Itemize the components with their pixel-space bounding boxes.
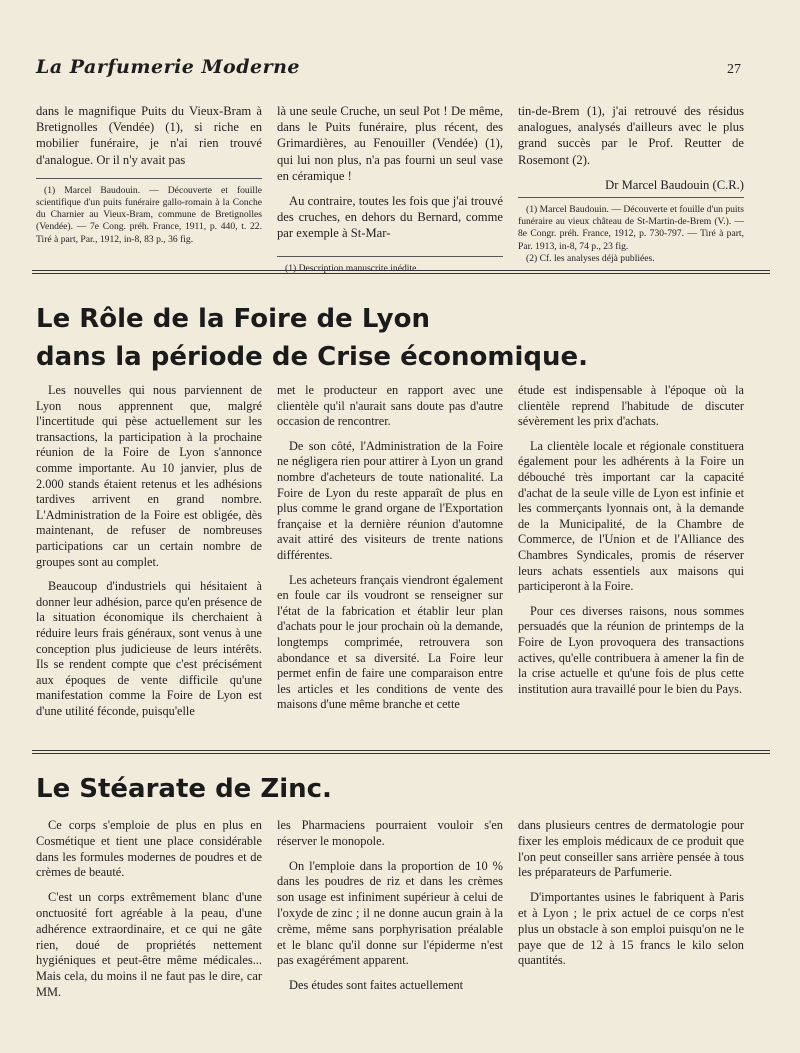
- article-1-col3-para-2: La clientèle locale et régionale constituera également pour les adhérents à la Foire un débouché très important car la capacité d'achat de la seule ville de Lyon est infinie et les commerçants lyonnais ont, à la demande de la Municipalité, de la Chambre de Commerce, de l'Union et de l'Alliance des Chambres Syndicales, promis de réserver leurs achats essentiels aux maisons qui participeront à la Foire.: [518, 438, 744, 594]
- article-2-column-1: [36, 818, 262, 1010]
- article-1-col1-para-2: Beaucoup d'industriels qui hésitaient à donner leur adhésion, parce qu'en présence de la situation économique ils cherchaient à réduire leurs frais généraux, sont venus à une conception plus judicieuse de leurs intérêts. Ils se rendent compte que c'est précisément aux époques de vente difficile qu'une manifestation comme la Foire de Lyon est d'une utilité féconde, puisqu'elle: [36, 579, 262, 718]
- page-number: 27: [727, 62, 741, 77]
- top-column-1: [36, 103, 262, 246]
- article-2-col1-para-1: Ce corps s'emploie de plus en plus en Cosmétique et tient une place considérable dans les formules modernes de poudres et de crèmes de beauté.: [36, 818, 262, 880]
- top-col3-footnote-1: (1) Marcel Baudouin. — Découverte et fouille d'un puits funéraire au vieux château de St-Martin-de-Brem (V.). — 8e Congr. préh. France, 1912, p. 730-797. — Tiré à part, Par. 1913, in-8, 74 p., 23 fig.: [518, 204, 744, 252]
- article-2-column-2: [277, 818, 503, 1003]
- article-2-col1-para-2: C'est un corps extrêmement blanc d'une onctuosité fort agréable à la peau, d'une adhérence extraordinaire, et ce qui ne gâte rien, doué de propriétés nettement hygiéniques et peut-être même médicales... Mais cela, du moins il ne faut pas le dire, car MM.: [36, 890, 262, 999]
- article-1-column-2: [277, 383, 503, 722]
- article-1-col3-para-1: étude est indispensable à l'époque où la clientèle reprend l'habitude de discuter sévèrement les prix d'achats.: [518, 383, 744, 429]
- article-1-title: [36, 300, 588, 376]
- article-2-col2-para-2: On l'emploie dans la proportion de 10 % dans les poudres de riz et dans les crèmes son usage est infiniment supérieur à celui de l'oxyde de zinc ; il ne donne aucun grain à la crème, même sans porphyrisation préalable et le blanc qu'il donne sur l'épiderme n'est pas exagérément apparent.: [277, 858, 503, 968]
- magazine-title: La Parfumerie Moderne: [36, 56, 300, 78]
- article-1-column-3: [518, 383, 744, 706]
- footnote-rule: [36, 178, 262, 179]
- top-col3-footnote-2: (2) Cf. les analyses déjà publiées.: [526, 252, 655, 264]
- author-signature: Dr Marcel Baudouin (C.R.): [605, 177, 744, 192]
- section-divider: [32, 750, 770, 754]
- article-1-col1-para-1: Les nouvelles qui nous parviennent de Lyon nous apprennent que, malgré l'incertitude qui pèse actuellement sur les transactions, la participation à la prochaine réunion de la Foire de Lyon s'annonce comme importante. Au 10 janvier, plus de 2.000 stands étaient retenus et les adhésions tardives arrivent en grand nombre. L'Administration de la Foire est obligée, dès maintenant, de refuser de nombreuses participations car un certain nombre de groupes sont au complet.: [36, 383, 262, 569]
- article-1-col3-para-3: Pour ces diverses raisons, nous sommes persuadés que la réunion de printemps de la Foire de Lyon provoquera des transactions actives, qu'elle contribuera à amener la fin de la crise actuelle et qu'une fois de plus cette institution aura travaillé pour le bien du Pays.: [518, 603, 744, 696]
- footnote-rule: [277, 256, 503, 257]
- top-col1-footnote: (1) Marcel Baudouin. — Découverte et fouille scientifique d'un puits funéraire gallo-romain à la Conche du Charnier au Vieux-Bram, commune de Bretignolles (Vendée). — 7e Cong. préh. France, 1911, p. 440, t. 22. Tiré à part, Par., 1912, in-8, 83 p., 36 fig.: [36, 184, 262, 245]
- article-1-col2-para-2: De son côté, l'Administration de la Foire ne négligera rien pour attirer à Lyon un grand nombre d'acheteurs de toute nationalité. La Foire de Lyon du reste apparaît de plus en plus comme le grand organe de l'Exportation française et la dernière réunion d'automne avait attiré des visiteurs de trente nations différentes.: [277, 438, 503, 562]
- top-col1-text: dans le magnifique Puits du Vieux-Bram à Bretignolles (Vendée) (1), si riche en mobilier funéraire, je n'ai rien trouvé d'analogue. Or il n'y avait pas: [36, 104, 262, 167]
- article-2-col2-para-3: Des études sont faites actuellement: [289, 978, 464, 993]
- top-col2-para-2: Au contraire, toutes les fois que j'ai trouvé des cruches, en dehors du Bernard, comme par exemple à St-Mar-: [277, 194, 503, 241]
- article-1-col2-para-3: Les acheteurs français viendront également en foule car ils voudront se renseigner sur l'état de la fabrication et établir leur plan d'achats pour le jour prochain où la demande, longtemps comprimée, retrouvera son abondance et sa diversité. La Foire leur permet enfin de faire une comparaison entre les articles et les conditions de vente des maisons d'une même branche et cette: [277, 572, 503, 712]
- article-1-title-line-1: Le Rôle de la Foire de Lyon: [36, 304, 430, 334]
- article-1-column-1: [36, 383, 262, 728]
- top-col3-para-1: tin-de-Brem (1), j'ai retrouvé des résidus analogues, analysés d'ailleurs avec le plus grand succès par le Prof. Reutter de Rosemont (2).: [518, 104, 744, 167]
- top-column-3: [518, 103, 744, 265]
- article-2-column-3: [518, 818, 744, 978]
- top-col2-para-1: là une seule Cruche, un seul Pot ! De même, dans le Puits funéraire, plus récent, des Grimardières, au Fenouiller (Vendée) (1), qui lui non plus, n'a pas fourni un seul vase en céramique !: [277, 104, 503, 183]
- section-divider: [32, 270, 770, 274]
- top-column-2: [277, 103, 503, 275]
- top-col2-footnote: (1) Description manuscrite inédite.: [285, 262, 419, 274]
- article-2-col2-para-1: les Pharmaciens pourraient vouloir s'en réserver le monopole.: [277, 818, 503, 848]
- article-2-col3-para-2: D'importantes usines le fabriquent à Paris et à Lyon ; le prix actuel de ce corps n'est plus un obstacle à son emploi puisqu'on ne le paye que de 12 à 15 francs le kilo selon quantités.: [518, 890, 744, 968]
- article-2-title: Le Stéarate de Zinc.: [36, 774, 332, 804]
- article-1-col2-para-1: met le producteur en rapport avec une clientèle qu'il n'aurait sans doute pas d'autre occasion de rencontrer.: [277, 383, 503, 429]
- article-1-title-line-2: dans la période de Crise économique.: [36, 342, 589, 372]
- article-2-col3-para-1: dans plusieurs centres de dermatologie pour fixer les emplois médicaux de ce produit que l'on peut conseiller sans arrière pensée à tous les préparateurs de Parfumerie.: [518, 818, 744, 880]
- footnote-rule: [518, 197, 744, 198]
